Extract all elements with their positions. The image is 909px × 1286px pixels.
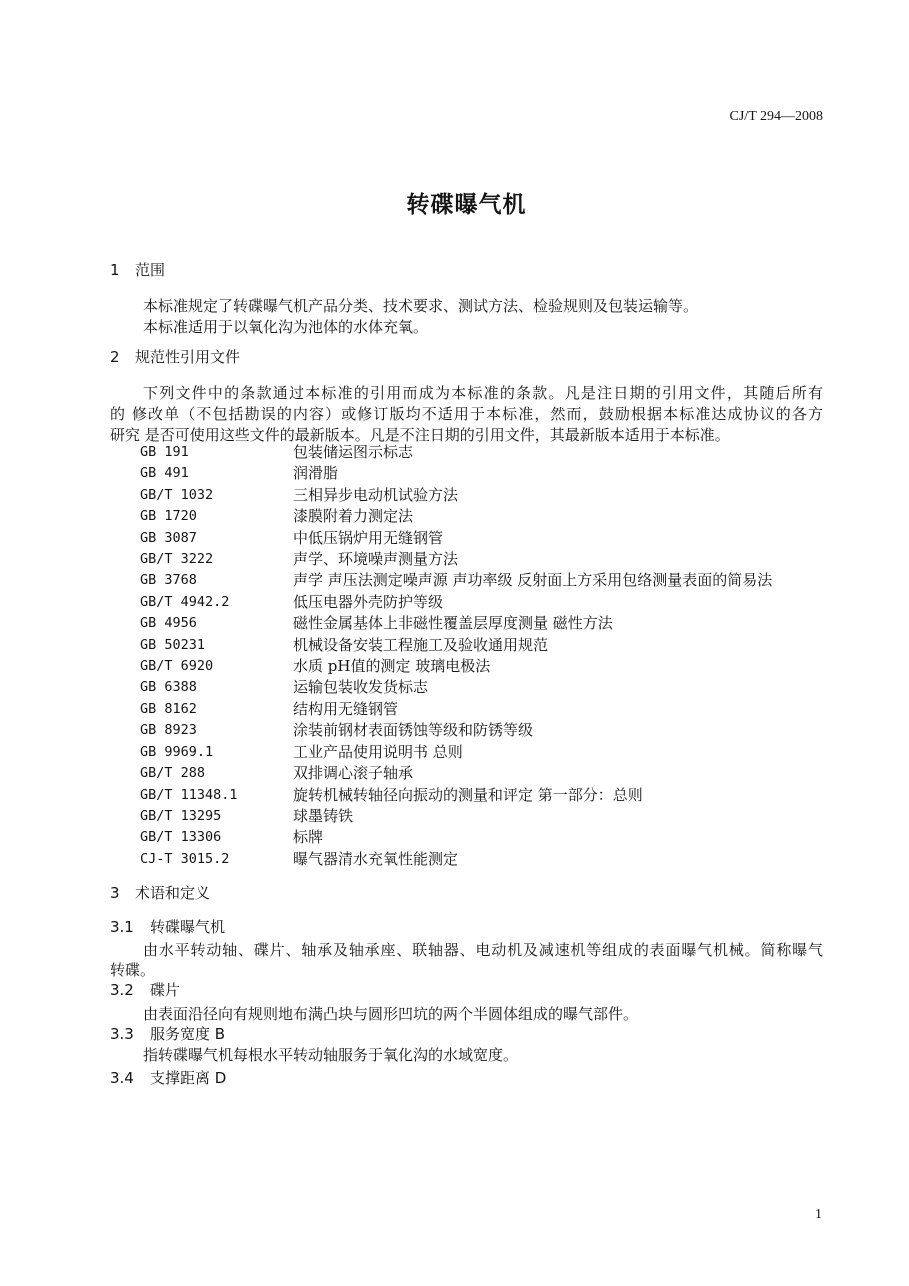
section-heading-normative-references	[110, 347, 240, 368]
reference-code: GB/T 1032	[140, 486, 214, 503]
reference-title: 标牌	[293, 828, 324, 847]
reference-title: 低压电器外壳防护等级	[293, 592, 444, 611]
section-title: 范围	[135, 261, 166, 279]
reference-title: 水质 pH值的测定 玻璃电极法	[293, 657, 491, 676]
section-number: 3	[110, 884, 120, 902]
term-heading	[110, 1024, 225, 1045]
reference-title: 结构用无缝钢管	[293, 699, 399, 718]
reference-row	[0, 463, 909, 484]
page-number: 1	[815, 1207, 822, 1222]
term-name: 支撑距离 D	[150, 1069, 227, 1087]
reference-code: CJ-T 3015.2	[140, 850, 230, 867]
reference-title: 包装储运图示标志	[293, 443, 414, 461]
reference-code: GB 191	[140, 444, 189, 460]
reference-code: GB 50231	[140, 636, 206, 653]
reference-title: 润滑脂	[293, 464, 339, 483]
reference-code: GB 3087	[140, 529, 197, 546]
reference-row	[0, 720, 909, 741]
paragraph-line: 下列文件中的条款通过本标准的引用而成为本标准的条款。凡是注日期的引用文件，其随后所有	[143, 384, 823, 402]
term-number: 3.1	[110, 918, 134, 936]
reference-title: 三相异步电动机试验方法	[293, 485, 459, 504]
term-name: 转碟曝气机	[150, 918, 226, 936]
reference-title: 旋转机械转轴径向振动的测量和评定 第一部分：总则	[293, 785, 643, 804]
reference-row	[0, 699, 909, 720]
reference-code: GB 6388	[140, 679, 197, 696]
term-heading	[110, 980, 180, 1001]
term-name: 碟片	[150, 981, 181, 999]
term-name: 服务宽度 B	[150, 1025, 226, 1043]
reference-row	[0, 635, 909, 656]
normative-references-list	[0, 442, 909, 870]
reference-title: 工业产品使用说明书 总则	[293, 742, 463, 761]
term-definition-line: 转碟。	[110, 961, 156, 979]
reference-row	[0, 656, 909, 677]
section-number: 1	[110, 261, 120, 279]
reference-code: GB 1720	[140, 508, 197, 525]
reference-row	[0, 613, 909, 634]
document-title: 转碟曝气机	[406, 192, 527, 218]
reference-code: GB 8162	[140, 700, 197, 717]
reference-row	[0, 806, 909, 827]
reference-title: 涂装前钢材表面锈蚀等级和防锈等级	[293, 721, 534, 740]
reference-title: 声学 声压法测定噪声源 声功率级 反射面上方采用包络测量表面的简易法	[293, 571, 773, 590]
reference-row	[0, 785, 909, 806]
reference-row	[0, 763, 909, 784]
reference-code: GB 491	[140, 465, 189, 482]
reference-code: GB 9969.1	[140, 743, 214, 760]
reference-row	[0, 528, 909, 549]
reference-row	[0, 485, 909, 506]
reference-code: GB/T 13295	[140, 807, 222, 824]
reference-row	[0, 549, 909, 570]
section-heading-terms-definitions	[110, 883, 210, 904]
term-number: 3.3	[110, 1025, 134, 1043]
reference-title: 球墨铸铁	[293, 806, 354, 825]
term-number: 3.4	[110, 1069, 134, 1087]
paragraph-line: 研究 是否可使用这些文件的最新版本。凡是不注日期的引用文件，其最新版本适用于本标准。	[110, 426, 730, 444]
reference-code: GB/T 3222	[140, 551, 214, 568]
paragraph-line: 的 修改单（不包括勘误的内容）或修订版均不适用于本标准，然而，鼓励根据本标准达成协议的各方	[110, 405, 823, 423]
reference-code: GB 4956	[140, 615, 197, 632]
reference-title: 磁性金属基体上非磁性覆盖层厚度测量 磁性方法	[293, 614, 613, 633]
reference-title: 声学、环境噪声测量方法	[293, 550, 459, 569]
reference-code: GB/T 13306	[140, 829, 222, 846]
paragraph: 本标准规定了转碟曝气机产品分类、技术要求、测试方法、检验规则及包装运输等。	[143, 297, 699, 315]
reference-row	[0, 742, 909, 763]
reference-title: 曝气器清水充氧性能测定	[293, 849, 459, 868]
reference-row	[0, 570, 909, 591]
term-definition-line: 指转碟曝气机每根水平转动轴服务于氧化沟的水域宽度。	[143, 1046, 519, 1064]
paragraph: 本标准适用于以氧化沟为池体的水体充氧。	[143, 318, 429, 336]
reference-title: 运输包装收发货标志	[293, 678, 429, 697]
reference-row	[0, 849, 909, 870]
reference-row	[0, 827, 909, 848]
reference-title: 机械设备安装工程施工及验收通用规范	[293, 635, 549, 654]
term-heading	[110, 1068, 226, 1089]
reference-title: 双排调心滚子轴承	[293, 764, 414, 783]
term-definition-line: 由水平转动轴、碟片、轴承及轴承座、联轴器、电动机及减速机等组成的表面曝气机械。简称曝气	[143, 941, 823, 959]
reference-title: 漆膜附着力测定法	[293, 507, 414, 526]
reference-row	[0, 677, 909, 698]
section-number: 2	[110, 348, 120, 366]
section-heading-scope	[110, 260, 165, 281]
term-heading	[110, 917, 225, 938]
reference-code: GB 8923	[140, 722, 197, 739]
term-definition-line: 由表面沿径向有规则地布满凸块与圆形凹坑的两个半圆体组成的曝气部件。	[143, 1005, 639, 1023]
reference-row	[0, 592, 909, 613]
reference-title: 中低压锅炉用无缝钢管	[293, 528, 444, 547]
reference-code: GB/T 6920	[140, 658, 214, 675]
term-number: 3.2	[110, 981, 134, 999]
reference-code: GB/T 4942.2	[140, 593, 230, 610]
document-code: CJ/T 294—2008	[729, 109, 823, 124]
reference-code: GB/T 11348.1	[140, 786, 238, 803]
reference-code: GB/T 288	[140, 765, 206, 782]
reference-code: GB 3768	[140, 572, 197, 589]
section-title: 规范性引用文件	[135, 348, 241, 366]
section-title: 术语和定义	[135, 884, 211, 902]
reference-row	[0, 442, 909, 463]
reference-row	[0, 506, 909, 527]
